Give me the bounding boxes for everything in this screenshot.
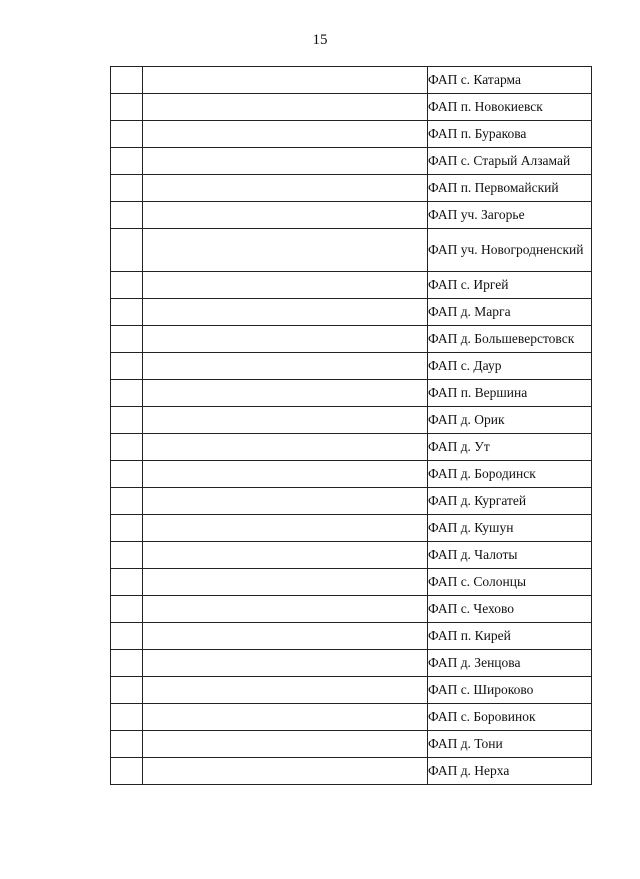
description-cell xyxy=(143,353,428,380)
facility-name-cell: ФАП п. Новокиевск xyxy=(428,94,592,121)
facility-name-cell: ФАП д. Кушун xyxy=(428,515,592,542)
number-cell xyxy=(111,623,143,650)
table-row xyxy=(111,148,592,175)
number-cell xyxy=(111,569,143,596)
table-row xyxy=(111,175,592,202)
description-cell xyxy=(143,623,428,650)
facility-name-cell: ФАП д. Большеверстовск xyxy=(428,326,592,353)
number-cell xyxy=(111,461,143,488)
number-cell xyxy=(111,202,143,229)
description-cell xyxy=(143,461,428,488)
table-row xyxy=(111,677,592,704)
table-row xyxy=(111,272,592,299)
number-cell xyxy=(111,121,143,148)
number-cell xyxy=(111,704,143,731)
number-cell xyxy=(111,758,143,785)
number-cell xyxy=(111,67,143,94)
table-row xyxy=(111,596,592,623)
number-cell xyxy=(111,488,143,515)
number-cell xyxy=(111,175,143,202)
number-cell xyxy=(111,94,143,121)
facility-name-cell: ФАП с. Чехово xyxy=(428,596,592,623)
facility-name-cell: ФАП с. Солонцы xyxy=(428,569,592,596)
table-row xyxy=(111,731,592,758)
table-row xyxy=(111,434,592,461)
number-cell xyxy=(111,407,143,434)
number-cell xyxy=(111,380,143,407)
facility-name-cell: ФАП с. Старый Алзамай xyxy=(428,148,592,175)
facility-name-cell: ФАП уч. Новогродненский xyxy=(428,229,592,272)
facility-name-cell: ФАП уч. Загорье xyxy=(428,202,592,229)
number-cell xyxy=(111,326,143,353)
description-cell xyxy=(143,380,428,407)
description-cell xyxy=(143,650,428,677)
table-row xyxy=(111,758,592,785)
facility-name-cell: ФАП д. Бородинск xyxy=(428,461,592,488)
table-row xyxy=(111,704,592,731)
number-cell xyxy=(111,542,143,569)
table-row xyxy=(111,353,592,380)
description-cell xyxy=(143,569,428,596)
description-cell xyxy=(143,758,428,785)
facility-name-cell: ФАП д. Кургатей xyxy=(428,488,592,515)
description-cell xyxy=(143,488,428,515)
description-cell xyxy=(143,94,428,121)
facility-name-cell: ФАП с. Боровинок xyxy=(428,704,592,731)
description-cell xyxy=(143,272,428,299)
facility-name-cell: ФАП с. Даур xyxy=(428,353,592,380)
facility-name-cell: ФАП д. Марга xyxy=(428,299,592,326)
description-cell xyxy=(143,299,428,326)
description-cell xyxy=(143,731,428,758)
number-cell xyxy=(111,731,143,758)
number-cell xyxy=(111,353,143,380)
description-cell xyxy=(143,407,428,434)
number-cell xyxy=(111,272,143,299)
facility-name-cell: ФАП с. Широково xyxy=(428,677,592,704)
number-cell xyxy=(111,596,143,623)
facility-name-cell: ФАП п. Вершина xyxy=(428,380,592,407)
table-row xyxy=(111,67,592,94)
table-row xyxy=(111,650,592,677)
description-cell xyxy=(143,596,428,623)
table-row xyxy=(111,623,592,650)
description-cell xyxy=(143,67,428,94)
description-cell xyxy=(143,326,428,353)
table-row xyxy=(111,542,592,569)
number-cell xyxy=(111,677,143,704)
table-row xyxy=(111,326,592,353)
facility-name-cell: ФАП д. Ут xyxy=(428,434,592,461)
number-cell xyxy=(111,515,143,542)
facility-name-cell: ФАП д. Зенцова xyxy=(428,650,592,677)
number-cell xyxy=(111,229,143,272)
facility-name-cell: ФАП д. Тони xyxy=(428,731,592,758)
facility-name-cell: ФАП д. Чалоты xyxy=(428,542,592,569)
table-row xyxy=(111,202,592,229)
number-cell xyxy=(111,434,143,461)
table-row xyxy=(111,94,592,121)
description-cell xyxy=(143,434,428,461)
description-cell xyxy=(143,515,428,542)
number-cell xyxy=(111,148,143,175)
table-row xyxy=(111,569,592,596)
page-number: 15 xyxy=(312,32,328,48)
table-row xyxy=(111,488,592,515)
description-cell xyxy=(143,542,428,569)
description-cell xyxy=(143,229,428,272)
description-cell xyxy=(143,704,428,731)
facility-name-cell: ФАП п. Кирей xyxy=(428,623,592,650)
fap-table xyxy=(110,66,592,785)
table-row xyxy=(111,407,592,434)
facility-name-cell: ФАП п. Первомайский xyxy=(428,175,592,202)
description-cell xyxy=(143,121,428,148)
description-cell xyxy=(143,175,428,202)
facility-name-cell: ФАП с. Иргей xyxy=(428,272,592,299)
facility-name-cell: ФАП д. Орик xyxy=(428,407,592,434)
table-row xyxy=(111,229,592,272)
facility-name-cell: ФАП д. Нерха xyxy=(428,758,592,785)
description-cell xyxy=(143,202,428,229)
table-row xyxy=(111,299,592,326)
facility-name-cell: ФАП п. Буракова xyxy=(428,121,592,148)
number-cell xyxy=(111,299,143,326)
description-cell xyxy=(143,677,428,704)
table-row xyxy=(111,515,592,542)
table-row xyxy=(111,380,592,407)
table-row xyxy=(111,461,592,488)
description-cell xyxy=(143,148,428,175)
number-cell xyxy=(111,650,143,677)
table-row xyxy=(111,121,592,148)
facility-name-cell: ФАП с. Катарма xyxy=(428,67,592,94)
